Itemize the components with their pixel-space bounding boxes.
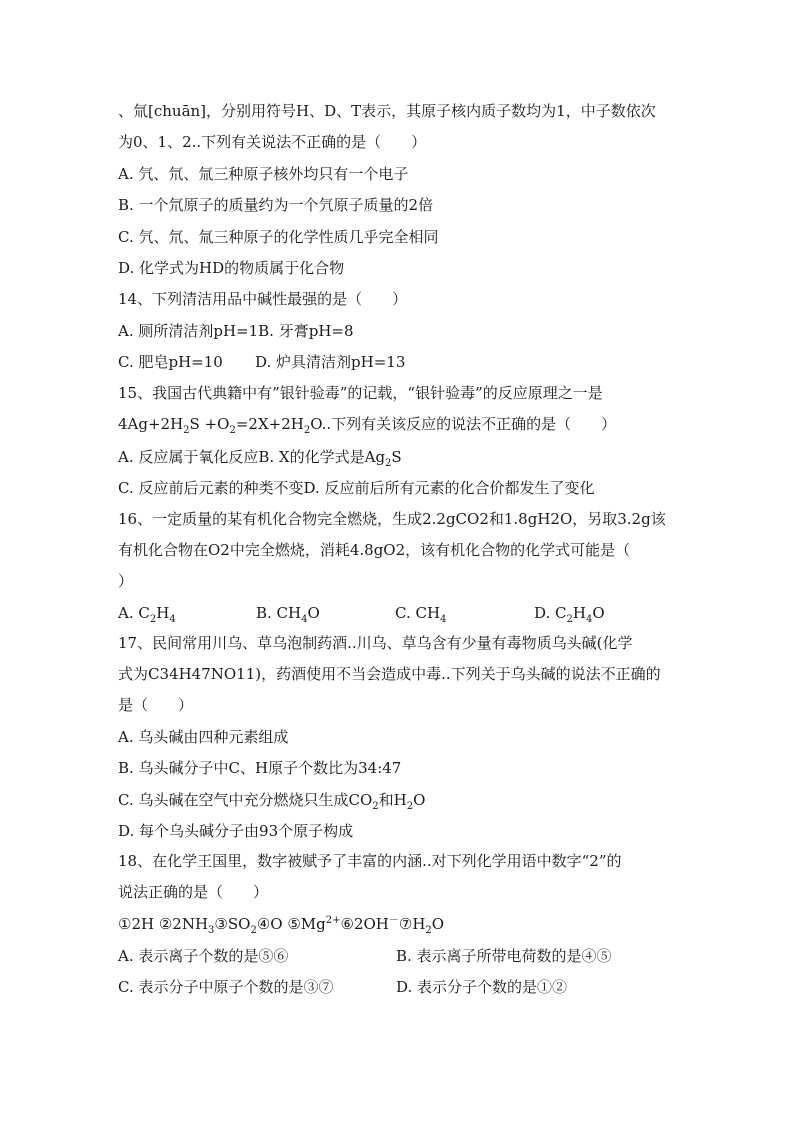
q17-option-a: A. 乌头碱由四种元素组成 [118, 728, 289, 746]
q16-stem-line-1: 16、一定质量的某有机化合物完全燃烧，生成2.2gCO2和1.8gH2O，另取3.2g该 [118, 510, 666, 528]
q15-options-ab [118, 447, 402, 467]
q16-stem-line-2: 有机化合物在O2中完全燃烧，消耗4.8gO2，该有机化合物的化学式可能是（ [118, 541, 631, 559]
q13-stem-line-2: 为0、1、2..下列有关说法不正确的是（ ） [118, 133, 427, 151]
q13-option-b: B. 一个氘原子的质量约为一个氕原子质量的2倍 [118, 196, 434, 214]
subscript: 2 [303, 425, 311, 436]
q17-stem-line-3: 是（ ） [118, 696, 194, 714]
text-part: S [391, 448, 402, 466]
q18-stem-line-1: 18、在化学王国里，数字被赋予了丰富的内涵..对下列化学用语中数字“2”的 [118, 852, 622, 870]
q14-options-ab: A. 厕所清洁剂pH=1B. 牙膏pH=8 [118, 322, 354, 340]
q13-option-d: D. 化学式为HD的物质属于化合物 [118, 259, 345, 277]
q15-stem-line-2 [118, 414, 616, 434]
equation-part: 4Ag+2H [118, 415, 184, 433]
q18-option-d: D. 表示分子个数的是①② [396, 978, 568, 996]
q17-stem-line-1: 17、民间常用川乌、草乌泡制药酒..川乌、草乌含有少量有毒物质乌头碱(化学 [118, 634, 633, 652]
q13-stem-line-1: 、氚[chuān]，分别用符号H、D、T表示，其原子核内质子数均为1，中子数依次 [118, 102, 656, 120]
q16-option-b: B. $CH_4O$ [256, 604, 320, 625]
q14-stem: 14、下列清洁用品中碱性最强的是（ ） [118, 290, 408, 308]
equation-part: S +O [189, 415, 230, 433]
q16-option-c: C. $CH_4$ [395, 604, 447, 625]
q13-option-c: C. 氕、氘、氚三种原子的化学性质几乎完全相同 [118, 228, 439, 246]
equation-part: =2X+2H [235, 415, 304, 433]
q16-option-d: D. $C_2H_4O$ [534, 604, 605, 625]
q18-option-c: C. 表示分子中原子个数的是③⑦ [118, 978, 334, 996]
q18-option-b: B. 表示离子所带电荷数的是④⑤ [396, 947, 612, 965]
q17-option-c: C. 乌头碱在空气中充分燃烧只生成$CO_2$和$H_2O$ [118, 791, 426, 812]
q18-stem-line-2: 说法正确的是（ ） [118, 883, 269, 901]
subscript: 2 [229, 425, 236, 436]
q17-option-d: D. 每个乌头碱分子由93个原子构成 [118, 822, 354, 840]
q14-option-d: D. 炉具清洁剂pH=13 [255, 353, 406, 371]
q17-option-b: B. 乌头碱分子中C、H原子个数比为34:47 [118, 759, 402, 777]
q13-option-a: A. 氕、氘、氚三种原子核外均只有一个电子 [118, 165, 409, 183]
q18-option-a: A. 表示离子个数的是⑤⑥ [118, 947, 289, 965]
q16-option-a: A. $C_2H_4$ [118, 604, 176, 625]
q14-option-c: C. 肥皂pH=10 [118, 353, 223, 371]
subscript: 2 [385, 458, 392, 469]
q15-options-cd: C. 反应前后元素的种类不变D. 反应前后所有元素的化合价都发生了变化 [118, 479, 595, 497]
q18-symbols: ①2H $②2NH_3③SO_2④O$ $⑤Mg^{2+}⑥2OH^-⑦H_2O$ [118, 915, 445, 936]
q16-stem-line-3: ） [118, 572, 134, 590]
equation-part: O..下列有关该反应的说法不正确的是（ ） [310, 415, 617, 433]
text-part: A. 反应属于氧化反应B. X的化学式是Ag [118, 448, 386, 466]
q15-stem-line-1: 15、我国古代典籍中有”银针验毒”的记载，“银针验毒”的反应原理之一是 [118, 384, 603, 402]
subscript: 2 [183, 425, 190, 436]
q17-stem-line-2: 式为C34H47NO11)，药酒使用不当会造成中毒..下列关于乌头碱的说法不正确的 [118, 665, 661, 683]
